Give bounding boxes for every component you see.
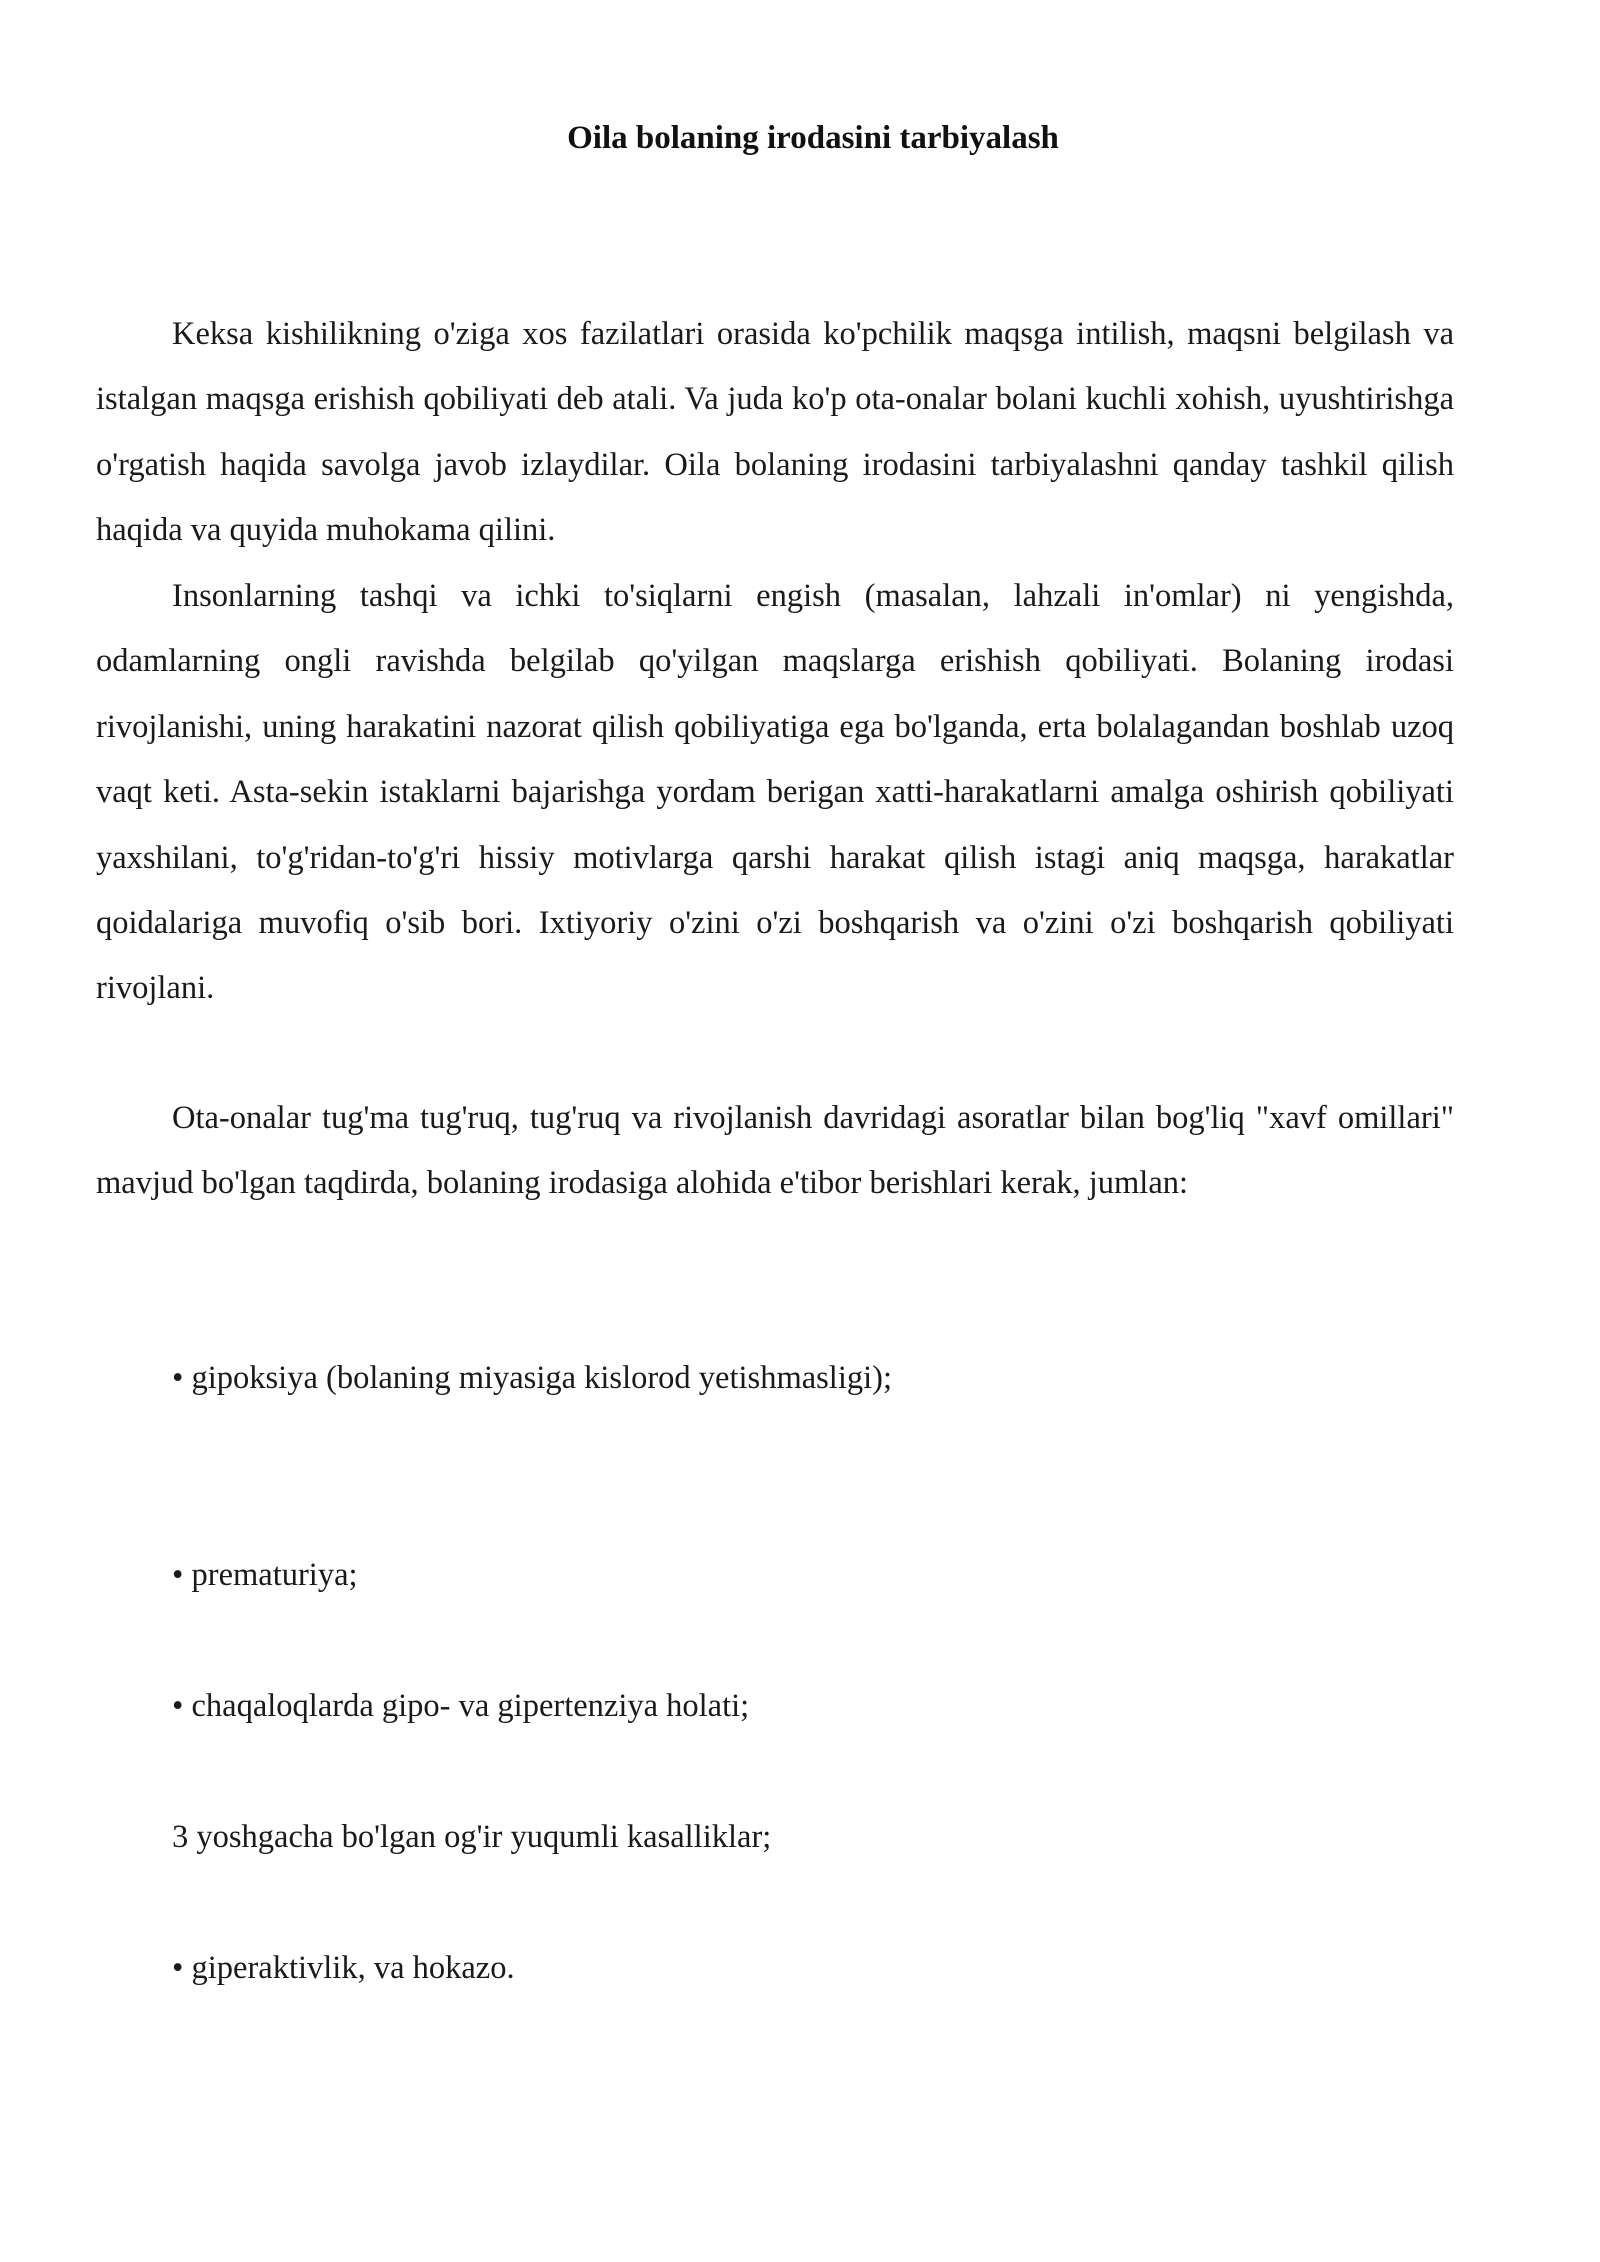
paragraph-will-definition bbox=[96, 564, 1454, 1022]
list-item: • chaqaloqlarda gipo- va gipertenziya holati; bbox=[172, 1688, 750, 1724]
paragraph-intro bbox=[96, 302, 1454, 564]
paragraph-risk-factors bbox=[96, 1086, 1454, 1217]
list-item: • prematuriya; bbox=[172, 1557, 358, 1593]
paragraph-text: Ota-onalar tug'ma tug'ruq, tug'ruq va rivojlanish davridagi asoratlar bilan bog'liq "xavf omillari" mavjud bo'lgan taqdirda, bolaning irodasiga alohida e'tibor berishlari kerak, jumlan: bbox=[96, 1100, 1454, 1202]
list-item: • giperaktivlik, va hokazo. bbox=[172, 1950, 515, 1986]
paragraph-text: Keksa kishilikning o'ziga xos fazilatlari orasida ko'pchilik maqsga intilish, maqsni belgilash va istalgan maqsga erishish qobiliyati deb atali. Va juda ko'p ota-onalar bolani kuchli xohish, uyushtirishga o'rgatish haqida savolga javob izlaydilar. Oila bolaning irodasini tarbiyalashni qanday tashkil qilish haqida va quyida muhokama qilini. bbox=[96, 316, 1454, 549]
paragraph-text: Insonlarning tashqi va ichki to'siqlarni engish (masalan, lahzali in'omlar) ni yengishda, odamlarning ongli ravishda belgilab qo'yilgan maqslarga erishish qobiliyati. Bolaning irodasi rivojlanishi, uning harakatini nazorat qilish qobiliyatiga ega bo'lganda, erta bolalagandan boshlab uzoq vaqt keti. Asta-sekin istaklarni bajarishga yordam berigan xatti-harakatlarni amalga oshirish qobiliyati yaxshilani, to'g'ridan-to'g'ri hissiy motivlarga qarshi harakat qilish istagi aniq maqsga, harakatlar qoidalariga muvofiq o'sib bori. Ixtiyoriy o'zini o'zi boshqarish va o'zini o'zi boshqarish qobiliyati rivojlani. bbox=[96, 578, 1454, 1007]
list-item: • gipoksiya (bolaning miyasiga kislorod yetishmasligi); bbox=[172, 1360, 892, 1396]
document-title: Oila bolaning irodasini tarbiyalash bbox=[567, 120, 1059, 156]
list-item: 3 yoshgacha bo'lgan og'ir yuqumli kasalliklar; bbox=[172, 1819, 772, 1855]
